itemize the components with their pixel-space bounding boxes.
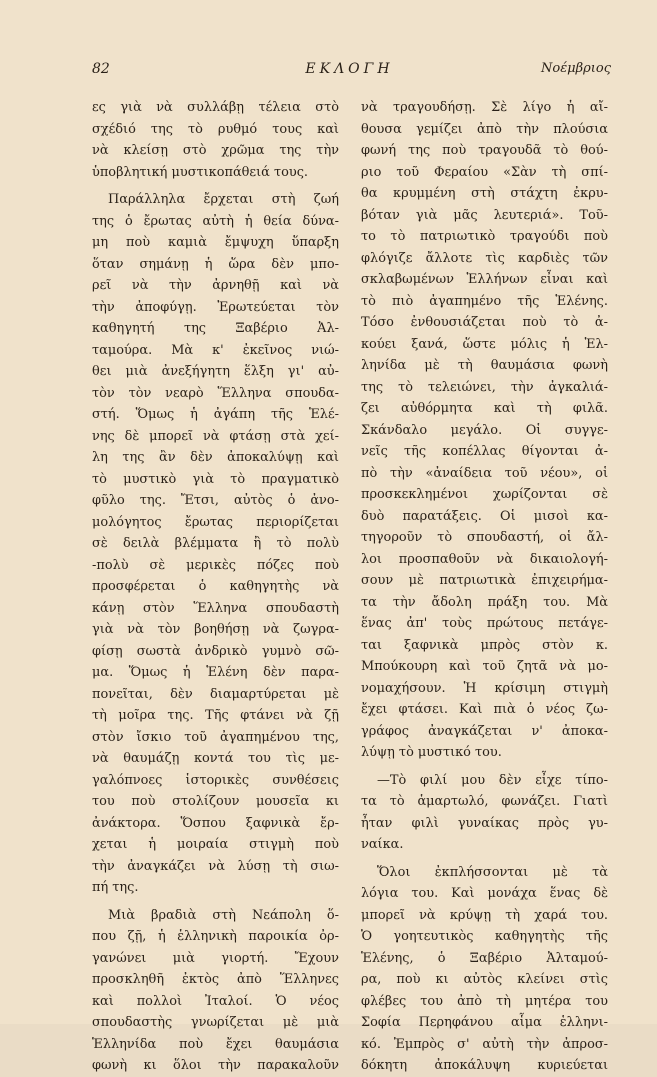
text-line: σουν μὲ πατριωτικὰ ἐπιχειρήμα- bbox=[361, 573, 608, 588]
text-line: νὰ θαυμάζῃ κοντά του τὶς με- bbox=[92, 751, 339, 766]
text-line: ἦταν φιλὶ γυναίκας πρὸς γυ- bbox=[361, 815, 608, 831]
text-line: πονεῖται, δὲν διαμαρτύρεται μὲ bbox=[92, 686, 339, 702]
text-line: κούει ξανά, ὥστε μόλις ἡ Ἑλ- bbox=[361, 336, 608, 352]
running-title: ΕΚΛΟΓΗ bbox=[305, 61, 394, 77]
text-line: ἔχει φτάσει. Καὶ πιὰ ὁ νέος ζω- bbox=[361, 702, 608, 717]
text-line: φωνὴ κι ὅλοι τὴν παρακαλοῦν bbox=[92, 1058, 339, 1073]
text-line: σχέδιό της τὸ ρυθμό τους καὶ bbox=[92, 121, 339, 137]
left-column bbox=[92, 97, 339, 1077]
text-line: λη της ἂν δὲν ἀποκαλύψῃ καὶ bbox=[92, 450, 339, 465]
text-line: το τὸ πατριωτικὸ τραγούδι ποὺ bbox=[361, 229, 608, 244]
text-line: ζει αὐθόρμητα καὶ τὴ φιλᾶ. bbox=[361, 401, 608, 416]
text-line: προσκληθῆ ἐκτὸς ἀπὸ Ἕλληνες bbox=[92, 972, 339, 987]
text-line: Ὅλοι ἐκπλήσσονται μὲ τὰ bbox=[377, 864, 608, 880]
text-line: ταμούρα. Μὰ κ' ἐκεῖνος νιώ- bbox=[92, 342, 339, 358]
text-line: μη ποὺ καμιὰ ἔμψυχη ὕπαρξη bbox=[92, 235, 339, 250]
issue-month: Νοέμβριος bbox=[541, 61, 611, 76]
text-line: δόκητη ἀποκάλυψη κυριεύεται bbox=[361, 1058, 608, 1073]
text-line: Τόσο ἐνθουσιάζεται ποὺ τὸ ἀ- bbox=[361, 315, 608, 330]
text-line: της τὸ τελειώνει, τὴν ἀγκαλιά- bbox=[361, 379, 608, 395]
text-line: θουσα γεμίζει ἀπὸ τὴν πλούσια bbox=[361, 121, 608, 137]
text-line: λοι προσπαθοῦν νὰ δικαιολογή- bbox=[361, 551, 608, 567]
text-line: τὸ μυστικὸ γιὰ τὸ πραγματικὸ bbox=[92, 471, 339, 487]
text-line: τὴ μοῖρα της. Τῆς φτάνει νὰ ζῇ bbox=[92, 708, 339, 723]
page-header bbox=[88, 61, 611, 83]
text-line: φῦλο της. Ἔτσι, αὐτὸς ὁ ἀνο- bbox=[92, 493, 339, 508]
text-line: κό. Ἐμπρὸς σ' αὐτὴ τὴν ἀπροσ- bbox=[361, 1036, 608, 1052]
text-line: Σκάνδαλο μεγάλο. Οἱ συγγε- bbox=[361, 422, 608, 438]
text-line: ὑποβλητική μυστικοπάθειά τους. bbox=[92, 164, 309, 180]
text-line: τὸν τὸν νεαρὸ Ἕλληνα σπουδα- bbox=[92, 385, 339, 401]
text-line: -πολὺ σὲ μερικὲς πόζες ποὺ bbox=[92, 557, 339, 573]
text-line: τὴν ἀναγκάζει νὰ λύσῃ τὴ σιω- bbox=[92, 858, 339, 874]
text-line: γανώνει μιὰ γιορτή. Ἔχουν bbox=[92, 950, 339, 966]
text-line: που ζῇ, ἡ ἑλληνικὴ παροικία ὀρ- bbox=[92, 929, 339, 944]
text-line: καθηγητή της Ξαβέριο Ἀλ- bbox=[92, 321, 339, 336]
text-line: νὰ τραγουδήσῃ. Σὲ λίγο ἡ αἴ- bbox=[361, 100, 608, 115]
text-line: ες γιὰ νὰ συλλάβῃ τέλεια στὸ bbox=[92, 100, 339, 115]
text-line: ναίκα. bbox=[361, 837, 404, 852]
text-line: ὅταν σημάνῃ ἡ ὥρα δὲν μπο- bbox=[92, 256, 339, 272]
text-line: φλέβες του ἀπὸ τὴ μητέρα του bbox=[361, 993, 608, 1009]
text-line: ριο τοῦ Φεραίου «Σὰν τὴ σπί- bbox=[361, 164, 608, 180]
text-line: προσκεκλημένοι χωρίζονται σὲ bbox=[361, 487, 608, 502]
text-line: ληνίδα μὲ τὴ θαυμάσια φωνὴ bbox=[361, 358, 608, 373]
text-line: θα κρυμμένη στὴ στάχτη ἐκρυ- bbox=[361, 186, 608, 201]
text-line: ἀνάκτορα. Ὅσπου ξαφνικὰ ἔρ- bbox=[92, 815, 339, 831]
text-line: σκλαβωμένων Ἑλλήνων εἶναι καὶ bbox=[361, 272, 608, 287]
text-line: γιὰ νὰ τὸν βοηθήσῃ νὰ ζωγρα- bbox=[92, 622, 339, 637]
text-line: νεῖς τῆς κοπέλλας θίγονται ἀ- bbox=[361, 444, 608, 459]
text-line: λόγια του. Καὶ μονάχα ἕνας δὲ bbox=[361, 886, 608, 901]
text-line: πή της. bbox=[92, 880, 139, 895]
text-line: τηγοροῦν τὸ σπουδαστή, οἱ ἄλ- bbox=[361, 530, 608, 545]
text-line: νης δὲ μπορεῖ νὰ φτάσῃ στὰ χεί- bbox=[92, 428, 339, 444]
text-line: ρα, ποὺ κι αὐτὸς κλείνει στὶς bbox=[361, 972, 608, 987]
text-line: ται ξαφνικὰ μπρὸς στὸν κ. bbox=[361, 637, 608, 653]
text-line: τὸ πιὸ ἀγαπημένο τῆς Ἑλένης. bbox=[361, 293, 608, 309]
text-line: Ἑλληνίδα ποὺ ἔχει θαυμάσια bbox=[92, 1036, 339, 1052]
text-line: φίσῃ σωστὰ ἀνδρικὸ γυμνὸ σῶ- bbox=[92, 643, 339, 659]
text-line: στή. Ὅμως ἡ ἀγάπη τῆς Ἑλέ- bbox=[92, 407, 339, 422]
text-line: Μιὰ βραδιὰ στὴ Νεάπολη ὅ- bbox=[108, 907, 339, 923]
text-line: φλόγιζε ἄλλοτε τὶς καρδιὲς τῶν bbox=[361, 250, 608, 266]
text-line: στὸν ἴσκιο τοῦ ἀγαπημένου της, bbox=[92, 729, 339, 745]
text-line: νὰ κλείσῃ στὸ χρῶμα της τὴν bbox=[92, 143, 339, 158]
text-line: τα τὴν ἄδολη πράξη του. Μὰ bbox=[361, 594, 608, 610]
text-line: της ὁ ἔρωτας αὐτὴ ἡ θεία δύνα- bbox=[92, 213, 339, 229]
right-column bbox=[361, 97, 608, 1077]
text-line: θει μιὰ ἀνεξήγητη ἕλξη γι' αὐ- bbox=[92, 364, 339, 379]
text-line: μπορεῖ νὰ κρύψῃ τὴ χαρά του. bbox=[361, 907, 608, 923]
text-line: Παράλληλα ἔρχεται στὴ ζωή bbox=[108, 192, 339, 207]
page-number: 82 bbox=[92, 61, 110, 77]
text-line: σὲ δειλὰ βλέμματα ἢ τὸ πολὺ bbox=[92, 536, 339, 551]
text-line: νομαχήσουν. Ἡ κρίσιμη στιγμὴ bbox=[361, 680, 608, 696]
text-line: καὶ πολλοὶ Ἰταλοί. Ὁ νέος bbox=[92, 993, 339, 1009]
text-line: Ὁ γοητευτικὸς καθηγητὴς τῆς bbox=[361, 929, 608, 944]
text-line: βόταν γιὰ μᾶς λευτεριά». Τοῦ- bbox=[361, 207, 608, 223]
text-line: πὸ τὴν «ἀναίδεια τοῦ νέου», οἱ bbox=[361, 465, 608, 481]
text-line: μα. Ὅμως ἡ Ἑλένη δὲν παρα- bbox=[92, 665, 339, 680]
text-line: τα τὸ ἁμαρτωλό, φωνάζει. Γιατὶ bbox=[361, 794, 608, 809]
text-line: γράφος ἀναγκάζεται ν' ἀποκα- bbox=[361, 723, 608, 739]
text-line: σπουδαστὴς γνωρίζεται μὲ μιὰ bbox=[92, 1015, 339, 1030]
text-line: κάνῃ στὸν Ἕλληνα σπουδαστὴ bbox=[92, 600, 339, 616]
text-line: του ποὺ στολίζουν μουσεῖα κι bbox=[92, 794, 339, 809]
text-line: χεται ἡ μοιραία στιγμὴ ποὺ bbox=[92, 837, 339, 852]
text-line: ρεῖ νὰ τὴν ἀρνηθῇ καὶ νὰ bbox=[92, 278, 339, 293]
text-line: προσφέρεται ὁ καθηγητὴς νὰ bbox=[92, 579, 339, 594]
text-line: Ἑλένης, ὁ Ξαβέριο Ἀλταμού- bbox=[361, 950, 608, 966]
text-line: Σοφία Περηφάνου αἷμα ἑλληνι- bbox=[361, 1015, 608, 1030]
text-line: ἕνας ἀπ' τοὺς πρώτους πετάγε- bbox=[361, 616, 608, 631]
text-line: φωνή της ποὺ τραγουδᾶ τὸ θού- bbox=[361, 143, 608, 158]
text-line: μολόγητος ἔρωτας περιορίζεται bbox=[92, 514, 339, 530]
text-line: λύψῃ τὸ μυστικό του. bbox=[361, 745, 502, 760]
text-line: δυὸ παρατάξεις. Οἱ μισοὶ κα- bbox=[361, 508, 608, 524]
text-line: γαλόπνοες ἱστορικὲς συνθέσεις bbox=[92, 772, 339, 788]
text-line: Μπούκουρη καὶ τοῦ ζητᾶ νὰ μο- bbox=[361, 659, 608, 674]
text-line: τὴν ἀποφύγῃ. Ἐρωτεύεται τὸν bbox=[92, 299, 339, 315]
text-line: —Τὸ φιλί μου δὲν εἶχε τίπο- bbox=[377, 772, 608, 788]
